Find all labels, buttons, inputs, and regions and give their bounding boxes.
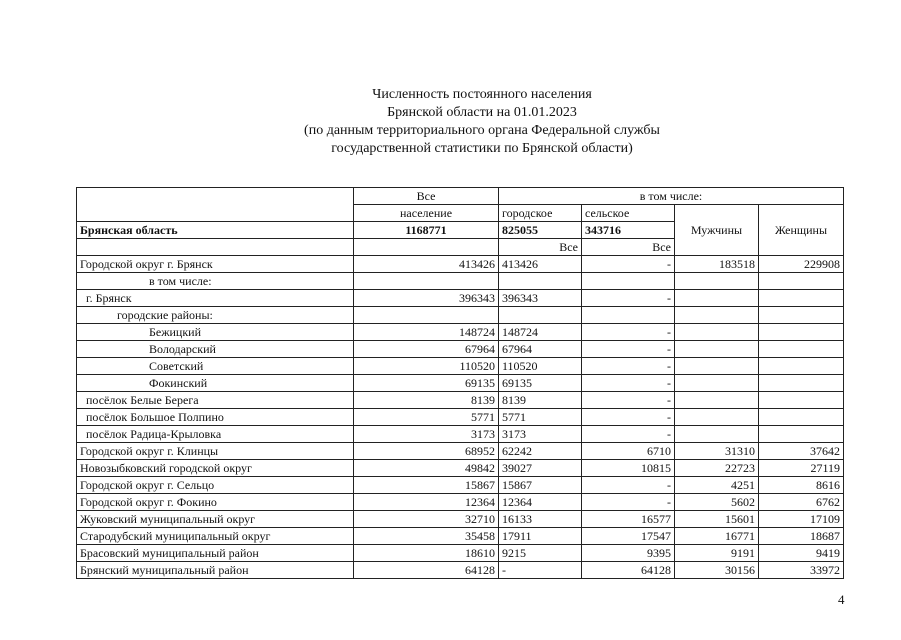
row-men bbox=[675, 392, 759, 409]
page-number: 4 bbox=[838, 592, 845, 607]
header-all-bottom: население bbox=[354, 205, 499, 222]
row-urban: 110520 bbox=[499, 358, 582, 375]
row-name: в том числе: bbox=[77, 273, 354, 290]
row-urban: 12364 bbox=[499, 494, 582, 511]
row-women: 17109 bbox=[759, 511, 844, 528]
row-name: г. Брянск bbox=[77, 290, 354, 307]
row-total: 67964 bbox=[354, 341, 499, 358]
row-women: 6762 bbox=[759, 494, 844, 511]
header-all-top: Все bbox=[354, 188, 499, 205]
row-name: Городской округ г. Клинцы bbox=[77, 443, 354, 460]
table-row bbox=[77, 392, 844, 409]
title-line-3: (по данным территориального органа Федеральной службы bbox=[304, 123, 660, 138]
header-incl: в том числе: bbox=[499, 188, 844, 205]
row-name: Жуковский муниципальный округ bbox=[77, 511, 354, 528]
table-row bbox=[77, 256, 844, 273]
row-urban: 16133 bbox=[499, 511, 582, 528]
row-urban: 62242 bbox=[499, 443, 582, 460]
row-total: 3173 bbox=[354, 426, 499, 443]
row-total bbox=[354, 307, 499, 324]
header-blank-4 bbox=[354, 239, 499, 256]
row-name: посёлок Радица-Крыловка bbox=[77, 426, 354, 443]
row-men: 4251 bbox=[675, 477, 759, 494]
row-urban: 39027 bbox=[499, 460, 582, 477]
title-line-4: государственной статистики по Брянской области) bbox=[331, 141, 633, 156]
row-women bbox=[759, 409, 844, 426]
row-rural: - bbox=[582, 341, 675, 358]
row-rural: - bbox=[582, 256, 675, 273]
row-rural: - bbox=[582, 477, 675, 494]
row-rural: 6710 bbox=[582, 443, 675, 460]
table-row bbox=[77, 443, 844, 460]
row-total bbox=[354, 273, 499, 290]
table-row bbox=[77, 545, 844, 562]
row-name: городские районы: bbox=[77, 307, 354, 324]
row-total: 5771 bbox=[354, 409, 499, 426]
row-rural: 64128 bbox=[582, 562, 675, 579]
row-total: 15867 bbox=[354, 477, 499, 494]
region-urban: 825055 bbox=[499, 222, 582, 239]
table-row bbox=[77, 273, 844, 290]
row-men: 183518 bbox=[675, 256, 759, 273]
row-rural: - bbox=[582, 409, 675, 426]
table-row bbox=[77, 426, 844, 443]
population-table bbox=[76, 187, 844, 579]
row-urban: 9215 bbox=[499, 545, 582, 562]
row-rural: 17547 bbox=[582, 528, 675, 545]
row-name: Городской округ г. Брянск bbox=[77, 256, 354, 273]
row-urban: 17911 bbox=[499, 528, 582, 545]
row-name: посёлок Белые Берега bbox=[77, 392, 354, 409]
row-urban: 67964 bbox=[499, 341, 582, 358]
title-line-1: Численность постоянного населения bbox=[372, 87, 592, 102]
row-men: 15601 bbox=[675, 511, 759, 528]
header-blank bbox=[77, 188, 354, 205]
row-women: 37642 bbox=[759, 443, 844, 460]
row-rural: 16577 bbox=[582, 511, 675, 528]
row-men bbox=[675, 273, 759, 290]
row-women bbox=[759, 392, 844, 409]
row-urban: 69135 bbox=[499, 375, 582, 392]
row-women: 18687 bbox=[759, 528, 844, 545]
header-row-2 bbox=[77, 205, 844, 222]
row-men bbox=[675, 341, 759, 358]
row-name: Новозыбковский городской округ bbox=[77, 460, 354, 477]
region-rural: 343716 bbox=[582, 222, 675, 239]
row-total: 413426 bbox=[354, 256, 499, 273]
row-women: 27119 bbox=[759, 460, 844, 477]
row-total: 32710 bbox=[354, 511, 499, 528]
row-rural: - bbox=[582, 324, 675, 341]
row-total: 12364 bbox=[354, 494, 499, 511]
row-rural bbox=[582, 273, 675, 290]
row-name: посёлок Большое Полпино bbox=[77, 409, 354, 426]
row-women: 8616 bbox=[759, 477, 844, 494]
row-men bbox=[675, 307, 759, 324]
row-total: 35458 bbox=[354, 528, 499, 545]
row-men bbox=[675, 358, 759, 375]
row-women bbox=[759, 358, 844, 375]
row-total: 148724 bbox=[354, 324, 499, 341]
row-urban: 15867 bbox=[499, 477, 582, 494]
table-row bbox=[77, 460, 844, 477]
row-name: Советский bbox=[77, 358, 354, 375]
table-row bbox=[77, 324, 844, 341]
row-urban: 8139 bbox=[499, 392, 582, 409]
row-rural: - bbox=[582, 494, 675, 511]
region-total: 1168771 bbox=[354, 222, 499, 239]
header-all-rural: Все bbox=[582, 239, 675, 256]
row-urban: - bbox=[499, 562, 582, 579]
row-total: 69135 bbox=[354, 375, 499, 392]
row-rural: - bbox=[582, 290, 675, 307]
row-women bbox=[759, 324, 844, 341]
table-row bbox=[77, 511, 844, 528]
table-row bbox=[77, 562, 844, 579]
row-urban bbox=[499, 273, 582, 290]
row-name: Володарский bbox=[77, 341, 354, 358]
row-total: 68952 bbox=[354, 443, 499, 460]
row-men: 22723 bbox=[675, 460, 759, 477]
row-total: 49842 bbox=[354, 460, 499, 477]
header-urban: городское bbox=[499, 205, 582, 222]
row-men: 16771 bbox=[675, 528, 759, 545]
row-urban bbox=[499, 307, 582, 324]
table-row bbox=[77, 358, 844, 375]
table-row bbox=[77, 341, 844, 358]
row-men: 30156 bbox=[675, 562, 759, 579]
row-men bbox=[675, 426, 759, 443]
row-urban: 5771 bbox=[499, 409, 582, 426]
row-women bbox=[759, 426, 844, 443]
row-rural: - bbox=[582, 426, 675, 443]
header-blank-3 bbox=[77, 239, 354, 256]
row-men bbox=[675, 409, 759, 426]
row-men: 9191 bbox=[675, 545, 759, 562]
table-row bbox=[77, 375, 844, 392]
row-women: 33972 bbox=[759, 562, 844, 579]
header-blank-2 bbox=[77, 205, 354, 222]
row-total: 110520 bbox=[354, 358, 499, 375]
title-line-2: Брянской области на 01.01.2023 bbox=[387, 105, 577, 120]
row-rural: 10815 bbox=[582, 460, 675, 477]
row-name: Брянский муниципальный район bbox=[77, 562, 354, 579]
row-total: 8139 bbox=[354, 392, 499, 409]
row-women bbox=[759, 307, 844, 324]
row-men bbox=[675, 290, 759, 307]
row-name: Бежицкий bbox=[77, 324, 354, 341]
header-women: Женщины bbox=[759, 205, 844, 256]
row-total: 64128 bbox=[354, 562, 499, 579]
row-urban: 413426 bbox=[499, 256, 582, 273]
table-row bbox=[77, 307, 844, 324]
row-rural bbox=[582, 307, 675, 324]
row-name: Стародубский муниципальный округ bbox=[77, 528, 354, 545]
row-total: 18610 bbox=[354, 545, 499, 562]
row-women: 229908 bbox=[759, 256, 844, 273]
table-row bbox=[77, 528, 844, 545]
table-row bbox=[77, 290, 844, 307]
table-row bbox=[77, 494, 844, 511]
row-women bbox=[759, 273, 844, 290]
row-total: 396343 bbox=[354, 290, 499, 307]
table-row bbox=[77, 409, 844, 426]
table-row bbox=[77, 477, 844, 494]
header-all-urban: Все bbox=[499, 239, 582, 256]
row-men bbox=[675, 324, 759, 341]
row-urban: 148724 bbox=[499, 324, 582, 341]
row-rural: - bbox=[582, 358, 675, 375]
row-women bbox=[759, 290, 844, 307]
header-rural: сельское bbox=[582, 205, 675, 222]
header-row-1 bbox=[77, 188, 844, 205]
row-men: 31310 bbox=[675, 443, 759, 460]
row-women bbox=[759, 375, 844, 392]
row-men bbox=[675, 375, 759, 392]
row-rural: - bbox=[582, 375, 675, 392]
document-title bbox=[0, 86, 901, 158]
row-name: Брасовский муниципальный район bbox=[77, 545, 354, 562]
row-women: 9419 bbox=[759, 545, 844, 562]
row-urban: 396343 bbox=[499, 290, 582, 307]
region-name: Брянская область bbox=[77, 222, 354, 239]
row-name: Городской округ г. Сельцо bbox=[77, 477, 354, 494]
row-rural: 9395 bbox=[582, 545, 675, 562]
header-men: Мужчины bbox=[675, 205, 759, 256]
row-rural: - bbox=[582, 392, 675, 409]
row-name: Городской округ г. Фокино bbox=[77, 494, 354, 511]
row-urban: 3173 bbox=[499, 426, 582, 443]
row-women bbox=[759, 341, 844, 358]
row-name: Фокинский bbox=[77, 375, 354, 392]
row-men: 5602 bbox=[675, 494, 759, 511]
